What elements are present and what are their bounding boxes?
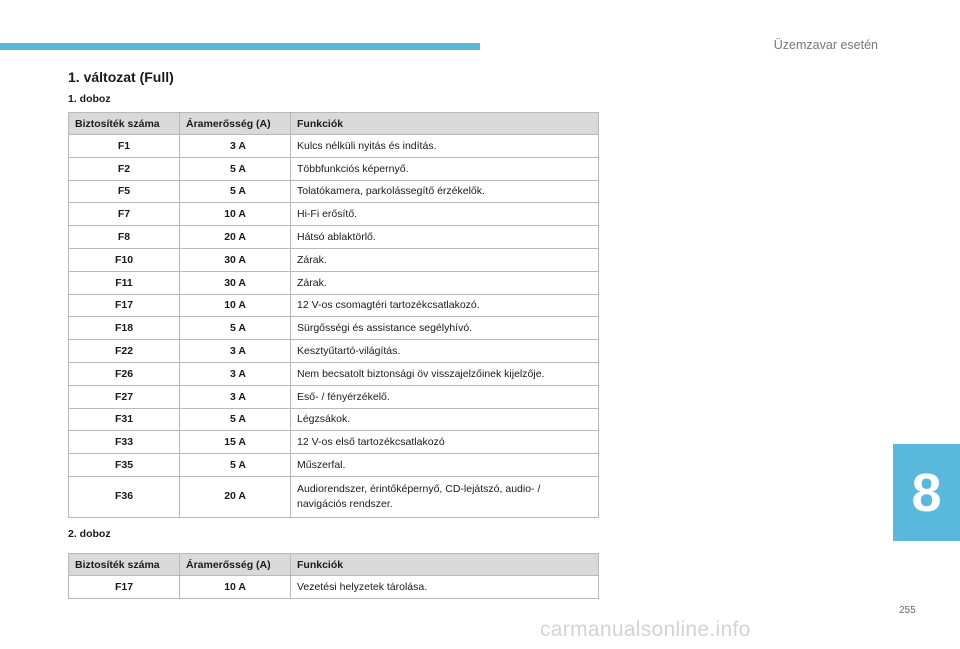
amperage-cell: 20 A bbox=[180, 476, 291, 517]
table-row bbox=[69, 135, 599, 158]
column-header-fuse-number: Biztosíték száma bbox=[69, 554, 180, 576]
column-header-fuse-number: Biztosíték száma bbox=[69, 113, 180, 135]
function-cell: Többfunkciós képernyő. bbox=[291, 157, 599, 180]
section-title: Üzemzavar esetén bbox=[773, 38, 878, 52]
function-cell: Műszerfal. bbox=[291, 454, 599, 477]
function-cell: Hi-Fi erősítő. bbox=[291, 203, 599, 226]
fuse-number-cell: F18 bbox=[69, 317, 180, 340]
amperage-cell: 10 A bbox=[180, 203, 291, 226]
fuse-number-cell: F17 bbox=[69, 294, 180, 317]
fuse-number-cell: F35 bbox=[69, 454, 180, 477]
amperage-cell: 3 A bbox=[180, 385, 291, 408]
column-header-functions: Funkciók bbox=[291, 554, 599, 576]
amperage-cell: 10 A bbox=[180, 576, 291, 599]
table-row bbox=[69, 476, 599, 517]
table-header-row bbox=[69, 554, 599, 576]
function-cell: Kulcs nélküli nyitás és indítás. bbox=[291, 135, 599, 158]
page-heading: 1. változat (Full) bbox=[68, 69, 174, 85]
table-row bbox=[69, 271, 599, 294]
table-row bbox=[69, 203, 599, 226]
amperage-cell: 30 A bbox=[180, 248, 291, 271]
amperage-cell: 5 A bbox=[180, 157, 291, 180]
fuse-number-cell: F2 bbox=[69, 157, 180, 180]
table-row bbox=[69, 454, 599, 477]
amperage-cell: 5 A bbox=[180, 408, 291, 431]
amperage-cell: 15 A bbox=[180, 431, 291, 454]
function-cell: Tolatókamera, parkolássegítő érzékelők. bbox=[291, 180, 599, 203]
fuse-number-cell: F31 bbox=[69, 408, 180, 431]
fuse-number-cell: F27 bbox=[69, 385, 180, 408]
amperage-cell: 20 A bbox=[180, 226, 291, 249]
fuse-number-cell: F7 bbox=[69, 203, 180, 226]
fuse-number-cell: F17 bbox=[69, 576, 180, 599]
function-cell: Eső- / fényérzékelő. bbox=[291, 385, 599, 408]
amperage-cell: 10 A bbox=[180, 294, 291, 317]
function-cell: 12 V-os első tartozékcsatlakozó bbox=[291, 431, 599, 454]
fuse-table-box1 bbox=[68, 112, 599, 518]
function-cell: Nem becsatolt biztonsági öv visszajelzőinek kijelzője. bbox=[291, 362, 599, 385]
amperage-cell: 30 A bbox=[180, 271, 291, 294]
amperage-cell: 5 A bbox=[180, 454, 291, 477]
table-row bbox=[69, 408, 599, 431]
table-row bbox=[69, 385, 599, 408]
function-cell: Hátsó ablaktörlő. bbox=[291, 226, 599, 249]
amperage-cell: 3 A bbox=[180, 340, 291, 363]
fuse-number-cell: F26 bbox=[69, 362, 180, 385]
table-row bbox=[69, 576, 599, 599]
function-cell: Vezetési helyzetek tárolása. bbox=[291, 576, 599, 599]
fuse-number-cell: F36 bbox=[69, 476, 180, 517]
table-row bbox=[69, 180, 599, 203]
column-header-amperage: Áramerősség (A) bbox=[180, 554, 291, 576]
function-cell: Zárak. bbox=[291, 248, 599, 271]
fuse-number-cell: F8 bbox=[69, 226, 180, 249]
function-cell: Audiorendszer, érintőképernyő, CD-lejátszó, audio- / navigációs rendszer. bbox=[291, 476, 599, 517]
fuse-number-cell: F10 bbox=[69, 248, 180, 271]
chapter-tab: 8 bbox=[893, 444, 960, 541]
table-row bbox=[69, 317, 599, 340]
table-row bbox=[69, 248, 599, 271]
column-header-functions: Funkciók bbox=[291, 113, 599, 135]
amperage-cell: 3 A bbox=[180, 362, 291, 385]
function-cell: Kesztyűtartó-világítás. bbox=[291, 340, 599, 363]
fuse-number-cell: F5 bbox=[69, 180, 180, 203]
amperage-cell: 5 A bbox=[180, 180, 291, 203]
function-cell: 12 V-os csomagtéri tartozékcsatlakozó. bbox=[291, 294, 599, 317]
amperage-cell: 5 A bbox=[180, 317, 291, 340]
table-row bbox=[69, 340, 599, 363]
function-cell: Zárak. bbox=[291, 271, 599, 294]
fuse-number-cell: F1 bbox=[69, 135, 180, 158]
table-row bbox=[69, 226, 599, 249]
page-number: 255 bbox=[899, 605, 916, 616]
fuse-table-box2 bbox=[68, 553, 599, 599]
function-cell: Sürgősségi és assistance segélyhívó. bbox=[291, 317, 599, 340]
table-row bbox=[69, 362, 599, 385]
fuse-number-cell: F22 bbox=[69, 340, 180, 363]
amperage-cell: 3 A bbox=[180, 135, 291, 158]
top-accent-bar bbox=[0, 43, 480, 50]
box1-label: 1. doboz bbox=[68, 93, 111, 105]
table-row bbox=[69, 294, 599, 317]
box2-label: 2. doboz bbox=[68, 528, 111, 540]
column-header-amperage: Áramerősség (A) bbox=[180, 113, 291, 135]
watermark: carmanualsonline.info bbox=[540, 618, 751, 641]
table-row bbox=[69, 431, 599, 454]
table-header-row bbox=[69, 113, 599, 135]
table-row bbox=[69, 157, 599, 180]
fuse-number-cell: F33 bbox=[69, 431, 180, 454]
fuse-number-cell: F11 bbox=[69, 271, 180, 294]
function-cell: Légzsákok. bbox=[291, 408, 599, 431]
